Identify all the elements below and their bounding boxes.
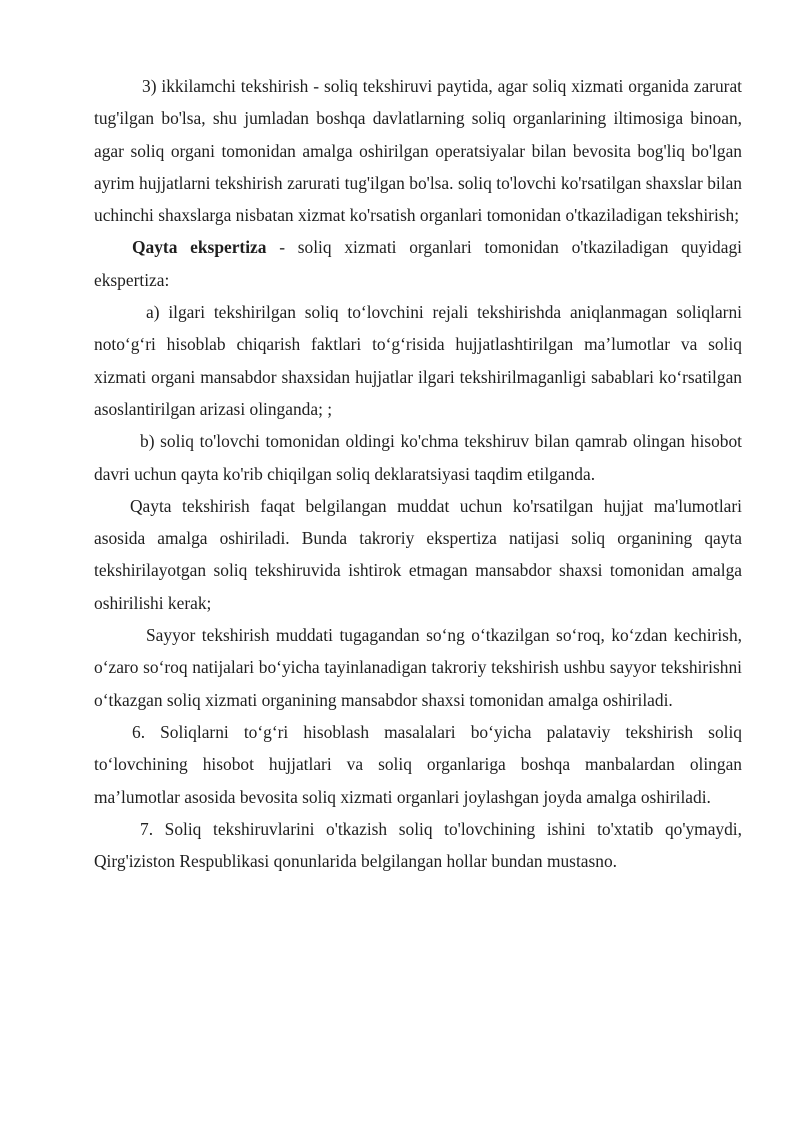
paragraph-re-expertise	[94, 231, 742, 296]
re-expertise-term: Qayta ekspertiza	[132, 237, 267, 258]
paragraph-re-inspection: Qayta tekshirish faqat belgilangan muddat uchun ko'rsatilgan hujjat ma'lumotlari asosida amalga oshiriladi. Bunda takroriy ekspertiza natijasi soliq organining qayta tekshirilayotgan soliq tekshiruvida ishtirok etmagan mansabdor shaxsi tomonidan amalga oshirilishi kerak;	[94, 495, 742, 613]
paragraph-item-b: b) soliq to'lovchi tomonidan oldingi ko'chma tekshiruv bilan qamrab olingan hisobot davri uchun qayta ko'rib chiqilgan soliq deklaratsiyasi taqdim etilganda.	[94, 431, 742, 484]
paragraph-item-a: a) ilgari tekshirilgan soliq to‘lovchini rejali tekshirishda aniqlanmagan soliqlarni noto‘g‘ri hisoblab chiqarish faktlari to‘g‘risida hujjatlashtirilgan ma’lumotlar va soliq xizmati organi mansabdor shaxsidan hujjatlar ilgari tekshirilmaganligi sabablari ko‘rsatilgan asoslantirilgan arizasi olinganda; ;	[94, 302, 742, 419]
paragraph-point-6: 6. Soliqlarni to‘g‘ri hisoblash masalalari bo‘yicha palataviy tekshirish soliq to‘lovchining hisobot hujjatlari va soliq organlariga boshqa manbalardan olingan ma’lumotlar asosida bevosita soliq xizmati organlari joylashgan joyda amalga oshiriladi.	[94, 721, 742, 807]
paragraph-point-7: 7. Soliq tekshiruvlarini o'tkazish soliq to'lovchining ishini to'xtatib qo'ymaydi, Qirg'iziston Respublikasi qonunlarida belgilangan hollar bundan mustasno.	[94, 818, 742, 872]
paragraph-secondary-inspection: 3) ikkilamchi tekshirish - soliq tekshiruvi paytida, agar soliq xizmati organida zarurat tug'ilgan bo'lsa, shu jumladan boshqa davlatlarning soliq organlarining iltimosiga binoan, agar soliq organi tomonidan amalga oshirilgan operatsiyalar bilan bevosita bog'liq bo'lgan ayrim hujjatlarni tekshirish zarurati tug'ilgan bo'lsa. soliq to'lovchi ko'rsatilgan shaxslar bilan uchinchi shaxslarga nisbatan xizmat ko'rsatish organlari tomonidan o'tkaziladigan tekshirish;	[94, 76, 742, 226]
paragraph-field-inspection: Sayyor tekshirish muddati tugagandan so‘ng o‘tkazilgan so‘roq, ko‘zdan kechirish, o‘zaro so‘roq natijalari bo‘yicha tayinlanadigan takroriy tekshirish ushbu sayyor tekshirishni o‘tkazgan soliq xizmati organining mansabdor shaxsi tomonidan amalga oshiriladi.	[94, 625, 742, 710]
document-page	[94, 70, 742, 877]
re-expertise-definition: - soliq xizmati organlari tomonidan o'tkaziladigan quyidagi ekspertiza:	[94, 237, 742, 290]
